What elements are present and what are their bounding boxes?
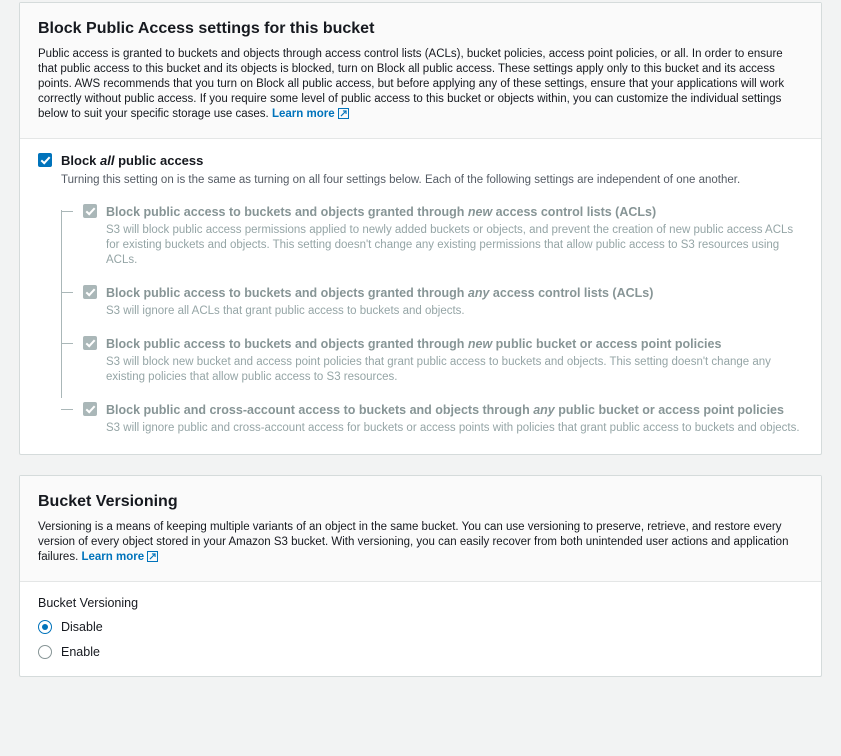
sub-setting-any-acls-label [106,285,653,301]
block-public-access-header [20,3,821,139]
tree-tick [61,409,73,410]
block-all-label-emphasis: all [100,153,115,168]
bucket-versioning-option-enable[interactable] [38,644,803,660]
sub-setting-any-policies [61,402,803,436]
sub-setting-any-acls-row[interactable] [83,285,803,301]
bucket-versioning-description-text: Versioning is a means of keeping multiple variants of an object in the same bucket. You can use versioning to preserve, retrieve, and restore every version of every object stored in your Amazon S3 bucket. With versioning, you can easily recover from both unintended user actions and application failures. [38,521,789,563]
label-prefix: Block public access to buckets and objects granted through [106,205,468,219]
bucket-versioning-description [38,520,803,567]
block-public-access-description-text: Public access is granted to buckets and objects through access control lists (ACLs), bucket policies, access point policies, or all. In order to ensure that public access to this bucket and its objects is blocked, turn on Block all public access. These settings apply only to this bucket and its access points. AWS recommends that you turn on Block all public access, but before applying any of these settings, ensure that your applications will work correctly without public access. If you require some level of public access to this bucket or objects within, you can customize the individual settings below to suit your specific storage use cases. [38,48,785,120]
label-suffix: public bucket or access point policies [554,403,784,417]
label-prefix: Block public and cross-account access to buckets and objects through [106,403,534,417]
sub-setting-new-acls [61,204,803,268]
external-link-icon [147,551,158,567]
sub-setting-new-acls-checkbox[interactable] [83,204,97,218]
block-all-label-suffix: public access [114,153,204,168]
external-link-icon [338,108,349,124]
bucket-versioning-disable-radio[interactable] [38,620,52,634]
sub-setting-any-acls-description: S3 will ignore all ACLs that grant public access to buckets and objects. [106,305,465,317]
sub-setting-new-acls-description: S3 will block public access permissions applied to newly added buckets or objects, and prevent the creation of new public access ACLs for existing buckets and objects. This setting doesn't change any existing permissions that allow public access to S3 resources using ACLs. [106,224,794,266]
block-public-access-description [38,47,803,124]
bucket-versioning-card [19,475,822,677]
sub-setting-new-policies-label [106,336,721,352]
block-public-access-title: Block Public Access settings for this bucket [38,20,375,37]
bucket-versioning-title: Bucket Versioning [38,493,178,510]
sub-setting-any-policies-row[interactable] [83,402,803,418]
bucket-versioning-enable-label: Enable [61,645,100,659]
label-suffix: access control lists (ACLs) [492,205,657,219]
bucket-versioning-enable-radio[interactable] [38,645,52,659]
sub-setting-new-acls-row[interactable] [83,204,803,220]
sub-setting-any-policies-label [106,402,784,418]
block-all-label-prefix: Block [61,153,101,168]
sub-setting-any-acls [61,285,803,319]
label-prefix: Block public access to buckets and objects granted through [106,286,468,300]
bucket-versioning-learn-more-link[interactable] [81,551,158,563]
sub-setting-new-policies-checkbox[interactable] [83,336,97,350]
sub-setting-any-policies-checkbox[interactable] [83,402,97,416]
bucket-versioning-disable-label: Disable [61,620,103,634]
label-prefix: Block public access to buckets and objects granted through [106,337,468,351]
block-public-access-body [20,139,821,454]
learn-more-label: Learn more [271,108,335,120]
block-all-public-access-label [61,153,203,169]
sub-setting-new-acls-label [106,204,656,220]
s3-bucket-settings-page [0,2,841,756]
bucket-versioning-legend: Bucket Versioning [38,596,139,610]
block-public-access-learn-more-link[interactable] [272,108,349,120]
sub-setting-any-acls-checkbox[interactable] [83,285,97,299]
label-emphasis: new [467,337,493,351]
label-suffix: access control lists (ACLs) [489,286,654,300]
block-all-public-access-description: Turning this setting on is the same as turning on all four settings below. Each of the following settings are independent of one another. [61,174,741,186]
sub-setting-any-policies-description: S3 will ignore public and cross-account access for buckets or access points with policies that grant public access to buckets and objects. [106,422,800,434]
sub-setting-new-policies [61,336,803,385]
block-public-access-card [19,2,822,455]
tree-tick [61,211,73,212]
block-all-public-access-checkbox[interactable] [38,153,52,167]
label-emphasis: any [467,286,490,300]
label-emphasis: any [533,403,555,417]
learn-more-label: Learn more [81,551,145,563]
label-emphasis: new [467,205,493,219]
sub-setting-new-policies-row[interactable] [83,336,803,352]
bucket-versioning-header [20,476,821,582]
label-suffix: public bucket or access point policies [492,337,722,351]
bucket-versioning-body [20,582,821,676]
block-all-public-access-row[interactable] [38,153,803,169]
tree-tick [61,343,73,344]
block-public-access-sub-settings [61,204,803,436]
bucket-versioning-option-disable[interactable] [38,619,803,635]
sub-setting-new-policies-description: S3 will block new bucket and access point policies that grant public access to buckets and objects. This setting doesn't change any existing policies that allow public access to S3 resources. [106,356,771,383]
tree-tick [61,292,73,293]
